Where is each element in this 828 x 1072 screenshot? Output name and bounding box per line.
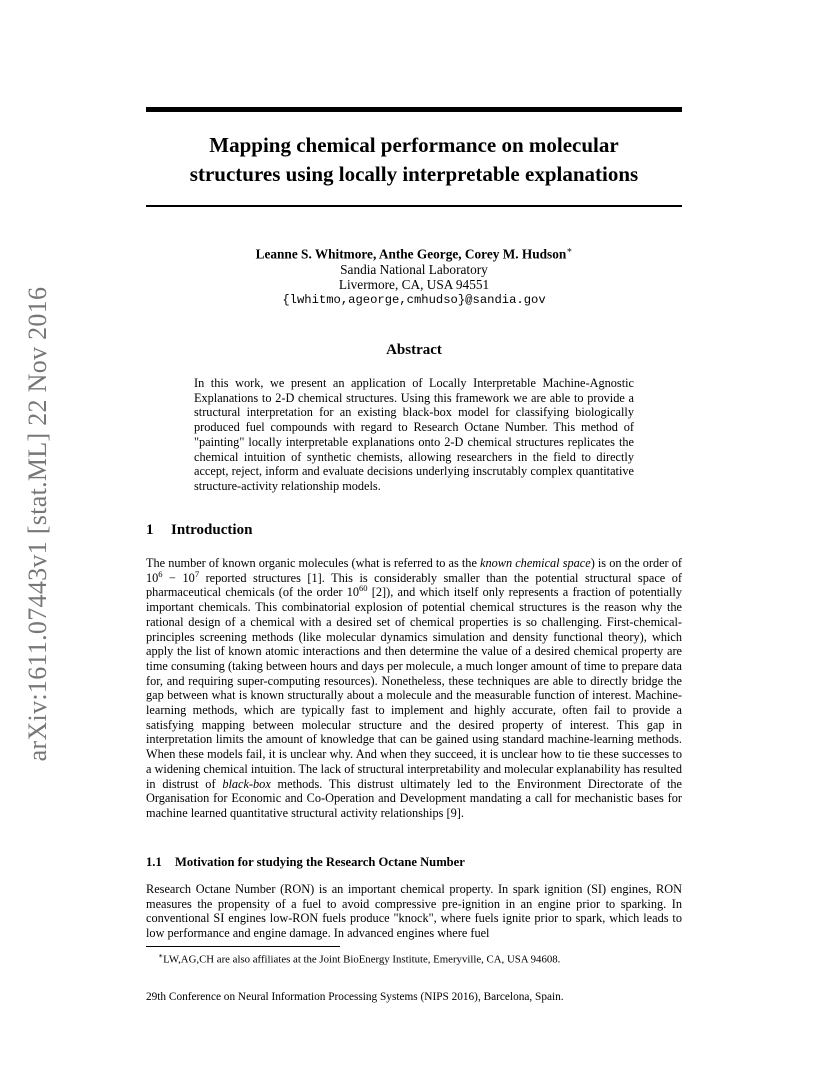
- author-location: Livermore, CA, USA 94551: [338, 277, 490, 293]
- arxiv-identifier-stamp[interactable]: arXiv:1611.07443v1 [stat.ML] 22 Nov 2016: [23, 286, 52, 762]
- section-heading-introduction: [146, 522, 252, 539]
- ron-paragraph: Research Octane Number (RON) is an important chemical property. In spark ignition (SI) engines, RON measures the propensity of a fuel to avoid compressive pre-ignition in an engine prior to sparking. In conventional SI engines low-RON fuels produce "knock", where fuels ignite prior to spark, which leads to low performance and engine damage. In advanced engines where fuel: [146, 882, 682, 941]
- title-line-1: Mapping chemical performance on molecular: [209, 133, 619, 157]
- footnote: ∗LW,AG,CH are also affiliates at the Joint BioEnergy Institute, Emeryville, CA, USA 94608.: [158, 951, 561, 966]
- emphasis-black-box: black-box: [222, 776, 271, 791]
- footnote-mark: ∗: [158, 951, 164, 960]
- title-line-2: structures using locally interpretable explanations: [189, 162, 639, 186]
- subsection-title: Motivation for studying the Research Octane Number: [175, 855, 465, 869]
- section-number: 1: [146, 522, 154, 538]
- subsection-number: 1.1: [146, 855, 162, 869]
- author-affiliation: Sandia National Laboratory: [340, 261, 488, 277]
- author-names: Leanne S. Whitmore, Anthe George, Corey M. Hudson∗: [255, 245, 573, 262]
- subsection-heading-motivation: [146, 855, 465, 870]
- emphasis-known-chemical-space: known chemical space: [480, 556, 591, 570]
- author-footnote-mark: ∗: [566, 245, 573, 255]
- title-bottom-rule: [146, 205, 682, 207]
- title-top-rule: [146, 107, 682, 112]
- author-block: [146, 243, 682, 308]
- introduction-paragraph: The number of known organic molecules (what is referred to as the known chemical space) is on the order of $10^6 - 10^7$ reported structures [1]. This is considerably smaller than the potential structural space of pharmaceutical chemicals (of the order $10^{60}$ [2]), and which itself only represents a fraction of potentially important chemicals. This combinatorial explosion of potential chemical structures is the reason why the rational design of a chemical with a desired set of chemical properties is so challenging. First-chemical-principles screening methods (like molecular dynamics simulation and density functional theory), which apply the list of known atomic interactions and then determine the value of a desired chemical property are time consuming (taking between hours and days per molecule, a much longer amount of time to prepare data for, and requiring super-computing resources). Nonetheless, these techniques are able to directly bridge the gap between what is known structurally about a molecule and the measurable function of interest. Machine-learning methods, which are typically fast to implement and highly accurate, often fail to provide a satisfying mapping between molecular structure and the desired property of interest. This gap in interpretation limits the amount of knowledge that can be gained using standard machine-learning methods. When these models fail, it is unclear why. And when they succeed, it is unclear how to tie these successes to a widening chemical intuition. The lack of structural interpretability and molecular explanability has resulted in distrust of black-box methods. This distrust ultimately led to the Environment Directorate of the Organisation for Economic and Co-Operation and Development mandating a call for mechanistic bases for machine learned quantitative structural activity relationships [9].: [146, 556, 683, 820]
- footnote-rule: [146, 946, 340, 947]
- section-title: Introduction: [171, 522, 253, 538]
- paper-title: [146, 131, 682, 189]
- abstract-heading: Abstract: [386, 342, 442, 358]
- abstract-body: In this work, we present an application of Locally Interpretable Machine-Agnostic Explanations to 2-D chemical structures. Using this framework we are able to provide a structural interpretation for an existing black-box model for classifying biologically produced fuel compounds with regard to Research Octane Number. This method of "painting" locally interpretable explanations onto 2-D chemical structures replicates the chemical intuition of synthetic chemists, allowing researchers in the field to directly accept, reject, inform and evaluate decisions underlying inscrutably complex quantitative structure-activity relationship models.: [194, 376, 634, 493]
- author-emails[interactable]: {lwhitmo,ageorge,cmhudso}@sandia.gov: [282, 292, 546, 307]
- conference-venue-note: 29th Conference on Neural Information Processing Systems (NIPS 2016), Barcelona, Spain.: [146, 991, 564, 1003]
